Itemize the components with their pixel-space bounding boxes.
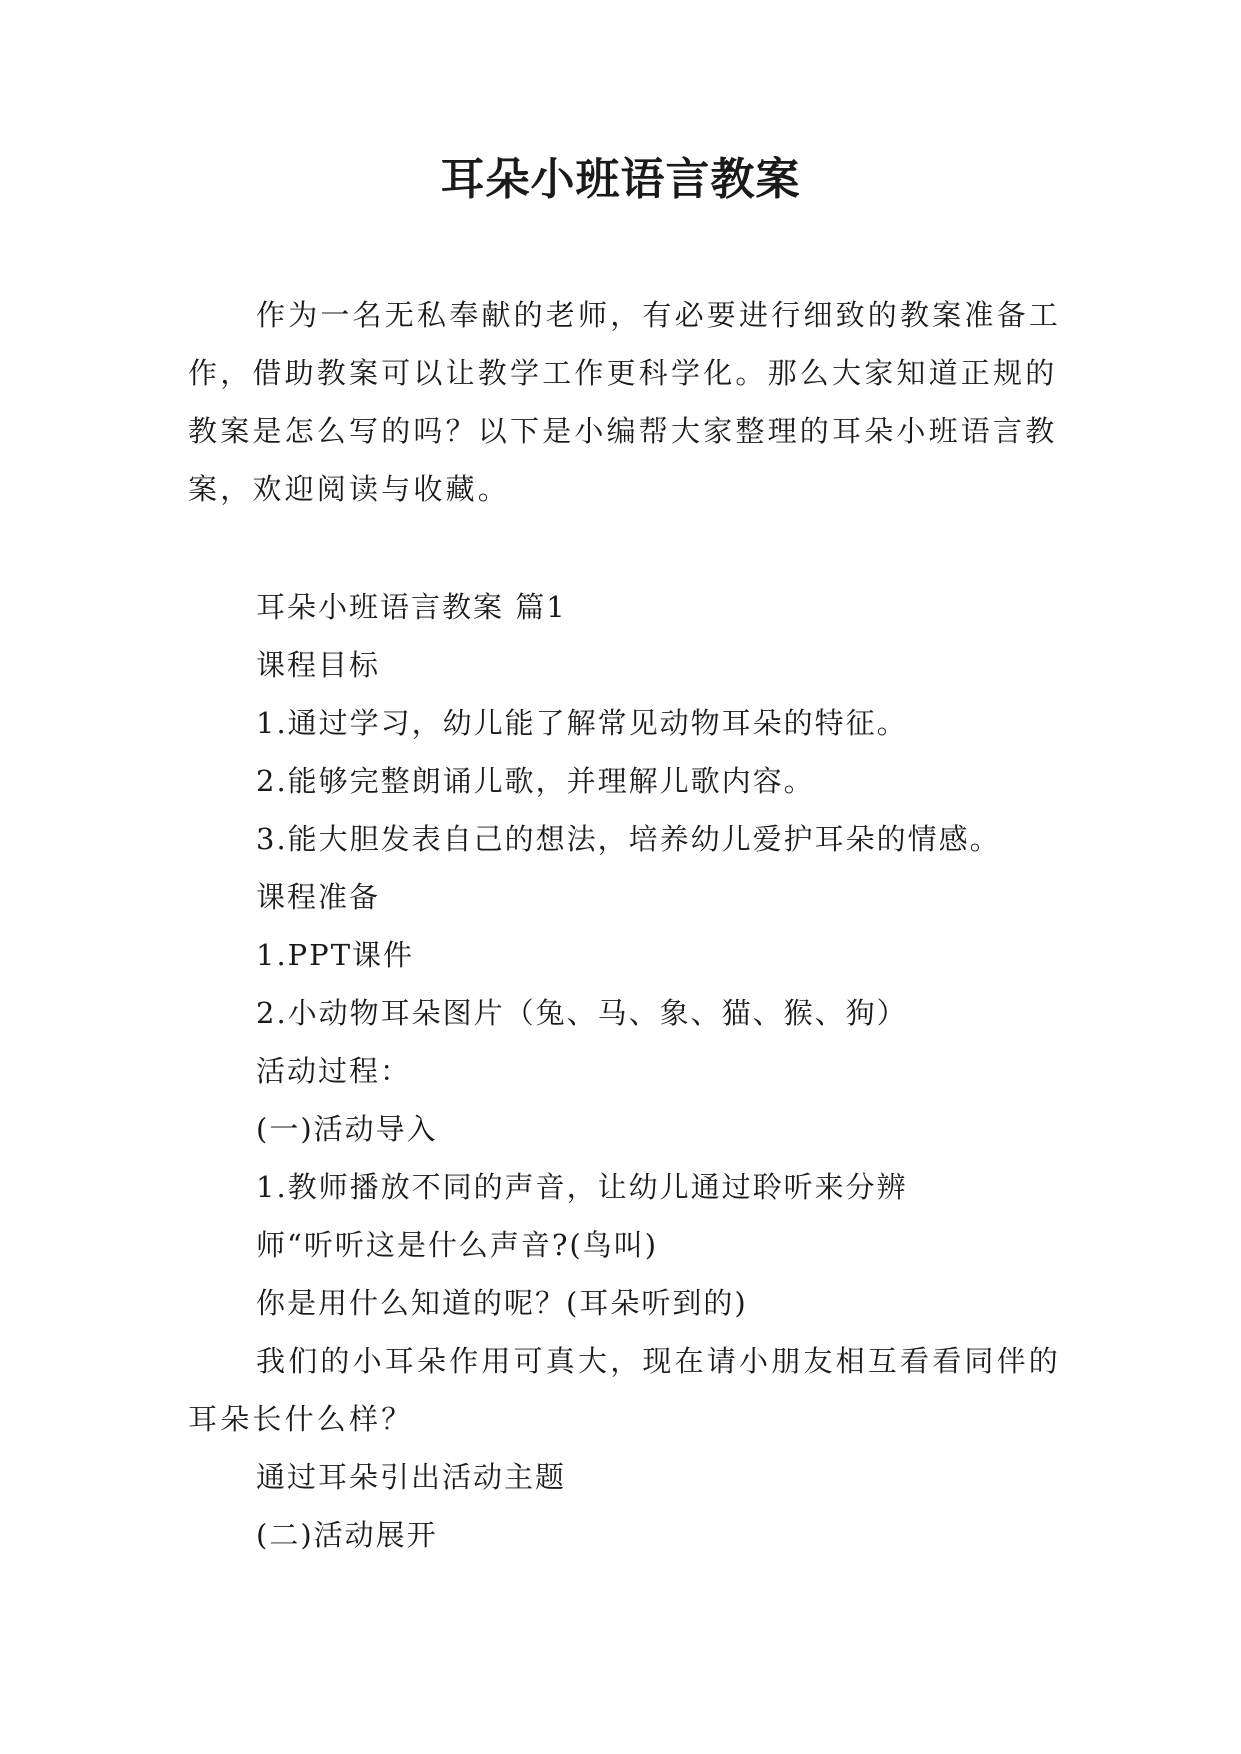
body-line: 2.小动物耳朵图片（兔、马、象、猫、猴、狗） [256,996,908,1030]
section-heading: 耳朵小班语言教案 篇1 [256,590,567,624]
body-line: (一)活动导入 [256,1112,438,1146]
body-line: 活动过程： [256,1054,412,1088]
body-line: 1.PPT课件 [256,938,415,972]
body-line: 1.通过学习，幼儿能了解常见动物耳朵的特征。 [256,706,908,740]
document-title: 耳朵小班语言教案 [440,154,801,205]
intro-paragraph: 作为一名无私奉献的老师，有必要进行细致的教案准备工作，借助教案可以让教学工作更科学化。那么大家知道正规的教案是怎么写的吗？以下是小编帮大家整理的耳朵小班语言教案，欢迎阅读与收藏。 [188,298,1062,506]
body-line: 课程准备 [256,880,381,914]
body-paragraph: 我们的小耳朵作用可真大，现在请小朋友相互看看同伴的耳朵长什么样？ [188,1344,1062,1436]
body-line: 师“听听这是什么声音?(鸟叫) [256,1228,659,1262]
body-line: 3.能大胆发表自己的想法，培养幼儿爱护耳朵的情感。 [256,822,1001,856]
document-body [188,578,1088,1564]
body-line: 1.教师播放不同的声音，让幼儿通过聆听来分辨 [256,1170,908,1204]
body-line: 通过耳朵引出活动主题 [256,1460,567,1494]
body-line: 课程目标 [256,648,381,682]
body-line: (二)活动展开 [256,1518,438,1552]
body-line: 你是用什么知道的呢？(耳朵听到的) [256,1286,748,1320]
body-line: 2.能够完整朗诵儿歌，并理解儿歌内容。 [256,764,815,798]
